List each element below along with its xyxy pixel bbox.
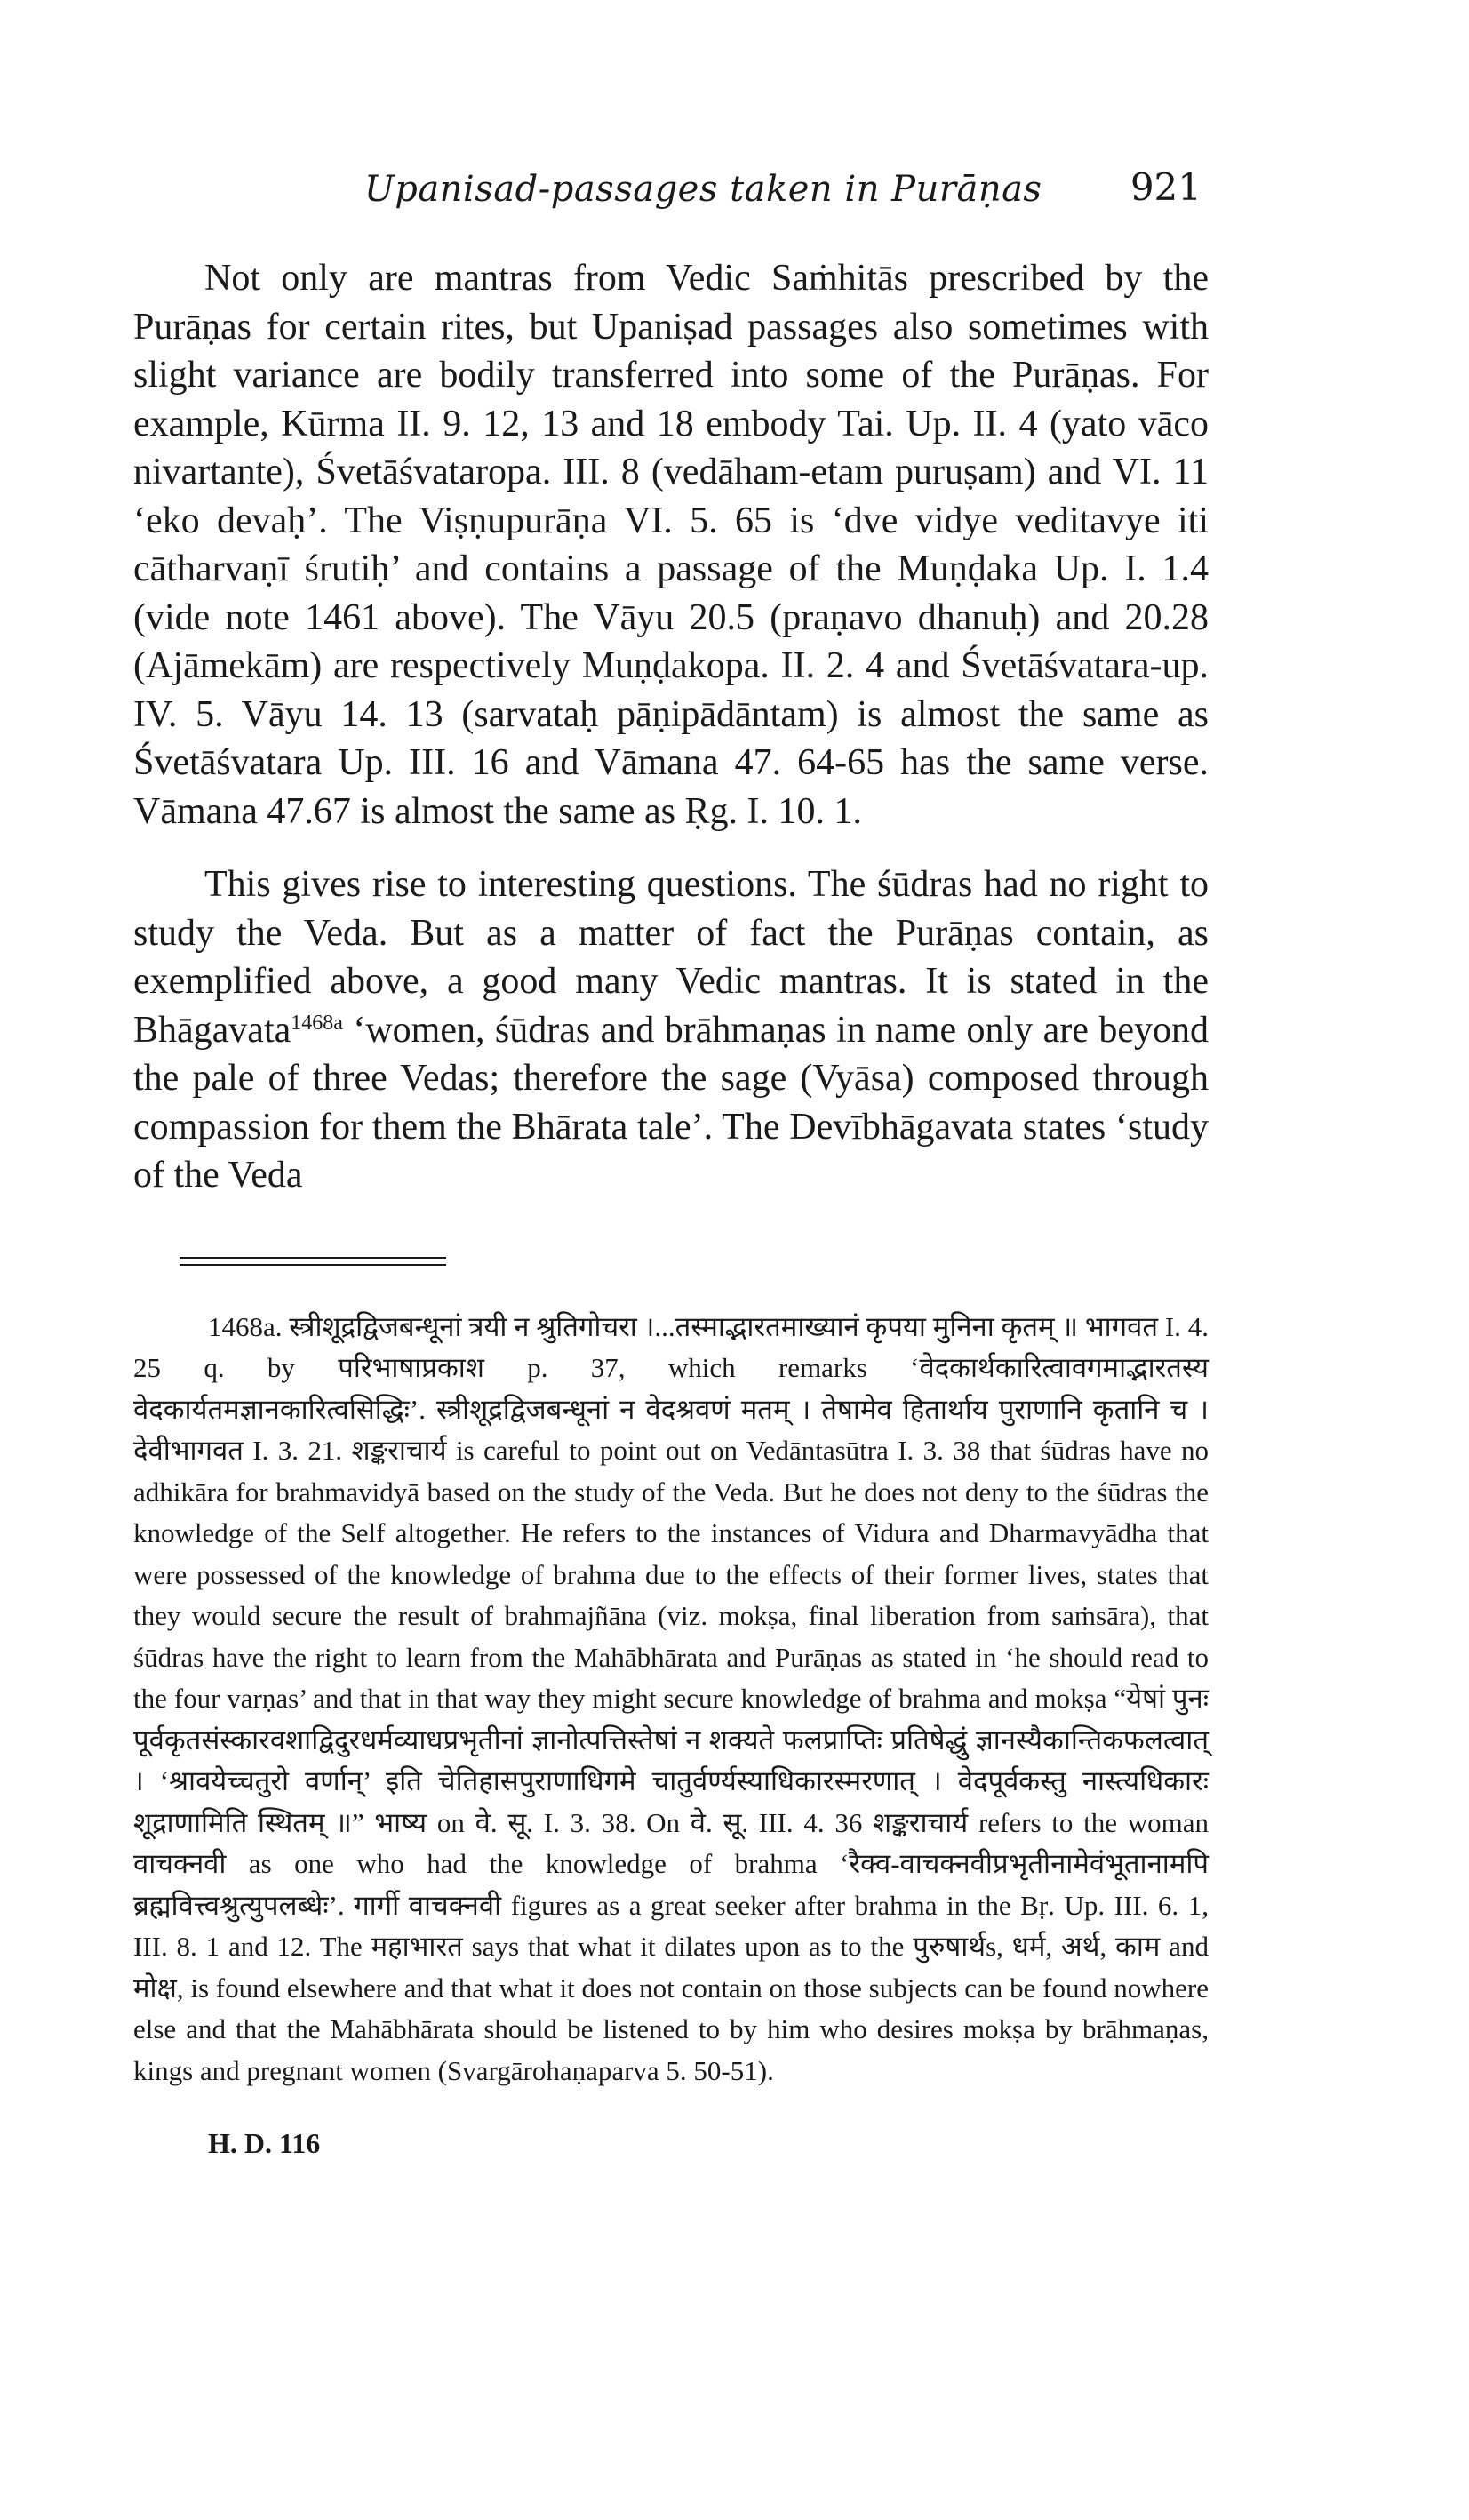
- page-number: 921: [1130, 165, 1202, 209]
- running-head-title: Upanisad-passages taken in Purāṇas: [364, 169, 1042, 210]
- page: [133, 160, 1209, 2160]
- footnote-1468a: 1468a. स्त्रीशूद्रद्विजबन्धूनां त्रयी न श्रुतिगोचरा ।...तस्माद्भारतमाख्यानं कृपया मुनिना कृतम् ॥ भागवत I. 4. 25 q. by परिभाषाप्रकाश p. 37, which remarks ‘वेदकार्थकारित्वावगमाद्भारतस्य वेदकार्यतमज्ञानकारित्वसिद्धिः’. स्त्रीशूद्रद्विजबन्धूनां न वेदश्रवणं मतम् । तेषामेव हितार्थाय पुराणानि कृतानि च । देवीभागवत I. 3. 21. शङ्कराचार्य is careful to point out on Vedāntasūtra I. 3. 38 that śūdras have no adhikāra for brahmavidyā based on the study of the Veda. But he does not deny to the śūdras the knowledge of the Self altogether. He refers to the instances of Vidura and Dharmavyādha that were possessed of the knowledge of brahma due to the effects of their former lives, states that they would secure the result of brahmajñāna (viz. mokṣa, final liberation from saṁsāra), that śūdras have the right to learn from the Mahābhārata and Purāṇas as stated in ‘he should read to the four varṇas’ and that in that way they might secure knowledge of brahma and mokṣa “येषां पुनः पूर्वकृतसंस्कारवशाद्विदुरधर्मव्याधप्रभृतीनां ज्ञानोत्पत्तिस्तेषां न शक्यते फलप्राप्तिः प्रतिषेद्धुं ज्ञानस्यैकान्तिकफलत्वात् । ‘श्रावयेच्चतुरो वर्णान्’ इति चेतिहासपुराणाधिगमे चातुर्वर्ण्यस्याधिकारस्मरणात् । वेदपूर्वकस्तु नास्त्यधिकारः शूद्राणामिति स्थितम् ॥” भाष्य on वे. सू. I. 3. 38. On वे. सू. III. 4. 36 शङ्कराचार्य refers to the woman वाचक्नवी as one who had the knowledge of brahma ‘रैक्व-वाचक्नवीप्रभृतीनामेवंभूतानामपि ब्रह्मवित्त्वश्रुत्युपलब्धेः’. गार्गी वाचक्नवी figures as a great seeker after brahma in the Bṛ. Up. III. 6. 1, III. 8. 1 and 12. The महाभारत says that what it dilates upon as to the पुरुषार्थs, धर्म, अर्थ, काम and मोक्ष, is found elsewhere and that what it does not contain on those subjects can be found nowhere else and that the Mahābhārata should be listened to by him who desires mokṣa by brāhmaṇas, kings and pregnant women (Svargārohaṇaparva 5. 50-51).: [133, 1310, 1209, 2086]
- paragraph-2-text-a: This gives rise to interesting questions. The śūdras had no right to study the Veda. But as a matter of fact the Purāṇas contain, as exemplified above, a good many Vedic mantras. It is stated in the Bhāgavata: [133, 864, 1209, 1051]
- body-paragraph-2: [133, 860, 1209, 1200]
- footnote-reference: 1468a: [291, 1011, 343, 1035]
- running-head: [133, 160, 1209, 222]
- body-paragraph-1: Not only are mantras from Vedic Saṁhitās prescribed by the Purāṇas for certain rites, but Upaniṣad passages also sometimes with slight variance are bodily transferred into some of the Purāṇas. For example, Kūrma II. 9. 12, 13 and 18 embody Tai. Up. II. 4 (yato vāco nivartante), Śvetāśvataropa. III. 8 (vedāham-etam puruṣam) and VI. 11 ‘eko devaḥ’. The Viṣṇupurāṇa VI. 5. 65 is ‘dve vidye veditavye iti cātharvaṇī śrutiḥ’ and contains a passage of the Muṇḍaka Up. I. 1.4 (vide note 1461 above). The Vāyu 20.5 (praṇavo dhanuḥ) and 20.28 (Ajāmekām) are respectively Muṇḍakopa. II. 2. 4 and Śvetāśvatara-up. IV. 5. Vāyu 14. 13 (sarvataḥ pāṇipādāntam) is almost the same as Śvetāśvatara Up. III. 16 and Vāmana 47. 64-65 has the same verse. Vāmana 47.67 is almost the same as Ṛg. I. 10. 1.: [133, 258, 1209, 832]
- footnote-rule: [180, 1257, 446, 1259]
- signature-mark: H. D. 116: [208, 2127, 321, 2159]
- footnote-rule-second: [180, 1264, 446, 1266]
- paragraph-2-text-b: ‘women, śūdras and brāhmaṇas in name only are beyond the pale of three Vedas; therefore the sage (Vyāsa) composed through compassion for them the Bhārata tale’. The Devībhāgavata states ‘study of the Veda: [133, 1009, 1209, 1196]
